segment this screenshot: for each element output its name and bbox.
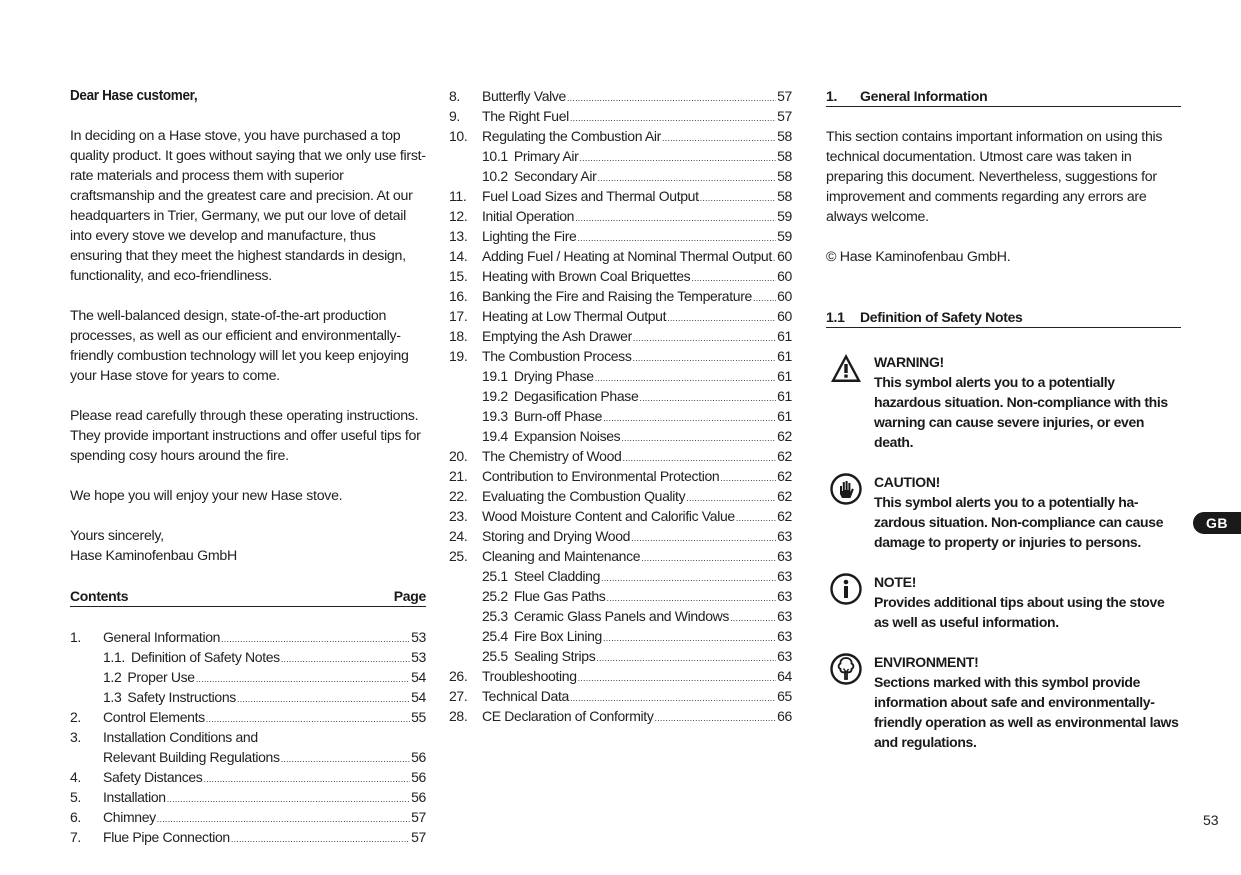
- caution-note: [826, 472, 1181, 552]
- toc-entry: [449, 346, 792, 366]
- salutation: Dear Hase customer,: [70, 88, 198, 104]
- note-text: Provides additional tips about using the stove as well as useful information.: [874, 594, 1165, 630]
- toc-entry-label: The Right Fuel: [482, 108, 569, 124]
- toc-column: [449, 86, 792, 726]
- toc-entry-label: Drying Phase: [513, 368, 594, 384]
- toc-entry-number: 27.: [449, 688, 468, 704]
- toc-leader-dots: [639, 391, 776, 405]
- toc-entry: [70, 707, 426, 727]
- toc-entry-number: 21.: [449, 468, 468, 484]
- toc-entry-page: 61: [777, 388, 792, 404]
- toc-subentry-number: 1.3: [103, 689, 122, 705]
- toc-leader-dots: [691, 271, 776, 285]
- toc-subentry-number: 19.3: [482, 408, 508, 424]
- toc-entry-label: The Combustion Process: [482, 348, 632, 364]
- toc-leader-dots: [237, 692, 410, 706]
- toc-subentry-number: 10.1: [482, 148, 508, 164]
- toc-entry: [449, 246, 792, 266]
- toc-leader-dots: [578, 671, 776, 685]
- toc-leader-dots: [700, 191, 776, 205]
- toc-subentry-number: 25.1: [482, 568, 508, 584]
- toc-entry-page: 55: [411, 709, 426, 725]
- toc-entry-label: Proper Use: [127, 669, 195, 685]
- toc-entry-page: 60: [777, 308, 792, 324]
- toc-leader-dots: [221, 632, 410, 646]
- toc-entry-label: Safety Instructions: [127, 689, 236, 705]
- toc-entry: [449, 186, 792, 206]
- toc-entry: [449, 606, 792, 626]
- toc-entry: [449, 426, 792, 446]
- toc-entry: [70, 827, 426, 847]
- toc-entry-page: 61: [777, 368, 792, 384]
- toc-entry-label: Safety Distances: [103, 769, 203, 785]
- toc-leader-dots: [641, 551, 776, 565]
- toc-entry: [449, 506, 792, 526]
- toc-entry: [449, 706, 792, 726]
- toc-entry-page: 57: [411, 829, 426, 845]
- toc-entry-page: 66: [777, 708, 792, 724]
- toc-entry: [70, 767, 426, 787]
- contents-header: [70, 586, 426, 607]
- toc-entry-label: Flue Pipe Connection: [103, 829, 230, 845]
- toc-entry-label: Expansion Noises: [513, 428, 621, 444]
- toc-entry: [449, 666, 792, 686]
- info-column: [826, 86, 1181, 772]
- general-info-heading: [826, 86, 1181, 107]
- toc-entry-label: Heating with Brown Coal Briquettes: [482, 268, 691, 284]
- toc-leader-dots: [206, 712, 410, 726]
- toc-entry: [449, 266, 792, 286]
- toc-leader-dots: [579, 151, 776, 165]
- letter-column: [70, 86, 426, 847]
- toc-entry-label: Control Elements: [103, 709, 205, 725]
- toc-leader-dots: [157, 812, 410, 826]
- toc-entry: [449, 466, 792, 486]
- toc-leader-dots: [597, 171, 776, 185]
- toc-entry-label: Primary Air: [513, 148, 579, 164]
- toc-entry-label: Installation: [103, 789, 166, 805]
- toc-entry-page: 61: [777, 328, 792, 344]
- tree-environment-icon: [829, 652, 863, 686]
- toc-entry: [449, 486, 792, 506]
- toc-entry-number: 1.: [70, 629, 81, 645]
- toc-leader-dots: [632, 351, 776, 365]
- toc-entry-number: 12.: [449, 208, 468, 224]
- toc-entry: [449, 206, 792, 226]
- toc-entry: [449, 286, 792, 306]
- toc-entry: [449, 366, 792, 386]
- toc-leader-dots: [567, 91, 776, 105]
- toc-entry-number: 28.: [449, 708, 468, 724]
- toc-leader-dots: [667, 311, 776, 325]
- toc-entry-label: Lighting the Fire: [482, 228, 577, 244]
- toc-entry: [70, 647, 426, 667]
- toc-entry-label: Banking the Fire and Raising the Temperature: [482, 288, 752, 304]
- toc-leader-dots: [686, 491, 776, 505]
- toc-leader-dots: [577, 231, 776, 245]
- toc-entry-number: 14.: [449, 248, 468, 264]
- toc-leader-dots: [622, 451, 776, 465]
- toc-entry-number: 3.: [70, 729, 81, 745]
- toc-entry-page: 63: [777, 608, 792, 624]
- toc-entry: [70, 627, 426, 647]
- toc-subentry-number: 25.3: [482, 608, 508, 624]
- general-info-text: This section contains important information on using this technical documentation. Utmost care was taken in preparing this document. Nevertheless, suggestions for improvement and comments regarding any errors are always welcome.: [826, 129, 1163, 225]
- toc-subentry-number: 19.1: [482, 368, 508, 384]
- toc-leader-dots: [655, 711, 777, 725]
- toc-entry-page: 61: [777, 408, 792, 424]
- toc-leader-dots: [203, 772, 410, 786]
- toc-entry-page: 60: [777, 248, 792, 264]
- toc-leader-dots: [633, 331, 776, 345]
- toc-entry-page: 57: [777, 108, 792, 124]
- toc-leader-dots: [662, 131, 776, 145]
- toc-entry-page: 58: [777, 148, 792, 164]
- toc-entry-label: Initial Operation: [482, 208, 575, 224]
- toc-entry-number: 10.: [449, 128, 468, 144]
- toc-entry-label: General Information: [103, 629, 221, 645]
- toc-leader-dots: [773, 251, 776, 265]
- toc-entry-page: 60: [777, 268, 792, 284]
- toc-entry: [449, 106, 792, 126]
- letter-paragraph-2: The well-balanced design, state-of-the-art production processes, as well as our efficient and environmentally-friendly combustion technology will let you keep enjoying your Hase stove for years to come.: [70, 308, 409, 384]
- toc-entry-page: 63: [777, 588, 792, 604]
- toc-entry-page: 54: [411, 689, 426, 705]
- toc-entry-page: 59: [777, 208, 792, 224]
- toc-subentry-number: 10.2: [482, 168, 508, 184]
- warning-note: [826, 352, 1181, 452]
- toc-entry-page: 57: [411, 809, 426, 825]
- toc-entry-page: 63: [777, 628, 792, 644]
- toc-entry-label: Regulating the Combustion Air: [482, 128, 661, 144]
- toc-leader-dots: [196, 672, 410, 686]
- toc-entry-page: 60: [777, 288, 792, 304]
- language-tab: GB: [1193, 512, 1241, 534]
- warning-text: This symbol alerts you to a potentially hazardous situation. Non-compliance with this warning can cause severe injuries, or even death.: [874, 374, 1168, 450]
- toc-entry: [449, 686, 792, 706]
- toc-entry-label: Secondary Air: [513, 168, 597, 184]
- toc-entry-label: Flue Gas Paths: [513, 588, 606, 604]
- letter-closing: Yours sincerely,: [70, 528, 164, 544]
- general-info-number: 1.: [826, 88, 838, 104]
- safety-notes-heading: [826, 307, 1181, 328]
- toc-entry-label: Technical Data: [482, 688, 569, 704]
- toc-leader-dots: [753, 291, 776, 305]
- toc-entry-number: 7.: [70, 829, 81, 845]
- note-note: [826, 572, 1181, 632]
- toc-entry: [70, 787, 426, 807]
- toc-entry-number: 6.: [70, 809, 81, 825]
- toc-entry-number: 18.: [449, 328, 468, 344]
- toc-entry-number: 11.: [449, 188, 467, 204]
- toc-entry-number: 26.: [449, 668, 468, 684]
- toc-entry-label: Installation Conditions and: [103, 729, 258, 745]
- toc-entry-page: 62: [777, 488, 792, 504]
- toc-subentry-number: 25.2: [482, 588, 508, 604]
- toc-leader-dots: [603, 411, 776, 425]
- toc-entry: [449, 586, 792, 606]
- toc-leader-dots: [575, 211, 776, 225]
- toc-leader-dots: [231, 832, 410, 846]
- toc-leader-dots: [736, 511, 776, 525]
- toc-leader-dots: [167, 792, 410, 806]
- toc-entry: [449, 646, 792, 666]
- toc-leader-dots: [720, 471, 776, 485]
- toc-entry: [449, 146, 792, 166]
- note-title: NOTE!: [874, 574, 917, 590]
- toc-entry-number: 17.: [449, 308, 468, 324]
- toc-subentry-number: 19.2: [482, 388, 508, 404]
- toc-entry-number: 13.: [449, 228, 468, 244]
- toc-entry-label: Fuel Load Sizes and Thermal Output: [482, 188, 699, 204]
- toc-entry-label: Butterfly Valve: [482, 88, 566, 104]
- toc-entry-label: Emptying the Ash Drawer: [482, 328, 632, 344]
- toc-entry-number: 20.: [449, 448, 468, 464]
- toc-entry-label: Fire Box Lining: [513, 628, 602, 644]
- toc-entry-page: 62: [777, 508, 792, 524]
- caution-hand-icon: [829, 472, 863, 506]
- caution-title: CAUTION!: [874, 474, 941, 490]
- toc-leader-dots: [596, 651, 776, 665]
- contents-page-label: Page: [393, 588, 426, 604]
- environment-text: Sections marked with this symbol provide information about safe and environmentally-friendly operation as well as environmental laws and regulations.: [874, 674, 1179, 750]
- toc-left-list: [70, 627, 426, 847]
- toc-entry: [449, 326, 792, 346]
- toc-entry-label: Burn-off Phase: [513, 408, 603, 424]
- toc-entry-page: 57: [777, 88, 792, 104]
- toc-entry-page: 64: [777, 668, 792, 684]
- toc-entry-number: 23.: [449, 508, 468, 524]
- toc-entry-page: 61: [777, 348, 792, 364]
- caution-text: This symbol alerts you to a potentially ha-zardous situation. Non-compliance can cause damage to property or injuries to persons.: [874, 494, 1164, 550]
- toc-entry: [449, 86, 792, 106]
- toc-entry-label: Cleaning and Maintenance: [482, 548, 641, 564]
- toc-entry-label: Degasification Phase: [513, 388, 639, 404]
- toc-leader-dots: [621, 431, 776, 445]
- toc-entry: [449, 166, 792, 186]
- toc-entry: [449, 386, 792, 406]
- toc-entry-page: 58: [777, 168, 792, 184]
- toc-entry-label: Contribution to Environmental Protection: [482, 468, 720, 484]
- toc-leader-dots: [281, 752, 410, 766]
- toc-entry-number: 19.: [449, 348, 468, 364]
- letter-paragraph-4: We hope you will enjoy your new Hase stove.: [70, 488, 343, 504]
- toc-entry-number: 8.: [449, 88, 460, 104]
- toc-leader-dots: [631, 531, 776, 545]
- environment-note: [826, 652, 1181, 752]
- toc-leader-dots: [570, 111, 776, 125]
- toc-entry-number: 15.: [449, 268, 468, 284]
- toc-entry: [449, 226, 792, 246]
- toc-entry-page: 54: [411, 669, 426, 685]
- toc-entry-number: 22.: [449, 488, 468, 504]
- toc-entry: [449, 126, 792, 146]
- general-info-title: General Information: [860, 88, 988, 104]
- toc-entry-page: 62: [777, 468, 792, 484]
- warning-title: WARNING!: [874, 354, 944, 370]
- toc-entry-number: 24.: [449, 528, 468, 544]
- contents-title: Contents: [70, 588, 129, 604]
- toc-subentry-number: 25.5: [482, 648, 508, 664]
- toc-entry: [70, 687, 426, 707]
- toc-entry-page: 58: [777, 128, 792, 144]
- toc-entry-page: 62: [777, 448, 792, 464]
- toc-entry-page: 53: [411, 649, 426, 665]
- page-number: 53: [1203, 812, 1219, 828]
- toc-entry-page: 53: [411, 629, 426, 645]
- toc-entry-page: 65: [777, 688, 792, 704]
- toc-entry-page: 63: [777, 648, 792, 664]
- toc-right-list: [449, 86, 792, 726]
- toc-entry-label: The Chemistry of Wood: [482, 448, 622, 464]
- environment-title: ENVIRONMENT!: [874, 654, 979, 670]
- toc-entry-label: CE Declaration of Conformity: [482, 708, 654, 724]
- toc-leader-dots: [601, 571, 776, 585]
- toc-entry-label: Steel Cladding: [513, 568, 601, 584]
- toc-subentry-number: 19.4: [482, 428, 508, 444]
- toc-entry-label: Chimney: [103, 809, 156, 825]
- toc-entry-label: Adding Fuel / Heating at Nominal Thermal Output: [482, 248, 772, 264]
- toc-entry: [449, 306, 792, 326]
- toc-entry-label: Definition of Safety Notes: [130, 649, 280, 665]
- toc-entry-number: 5.: [70, 789, 81, 805]
- toc-entry-number: 9.: [449, 108, 460, 124]
- toc-entry: [449, 566, 792, 586]
- toc-leader-dots: [570, 691, 776, 705]
- copyright: © Hase Kaminofenbau GmbH.: [826, 249, 1011, 265]
- toc-subentry-number: 25.4: [482, 628, 508, 644]
- toc-entry-label: Troubleshooting: [482, 668, 577, 684]
- toc-entry-page: 63: [777, 528, 792, 544]
- safety-notes-title: Definition of Safety Notes: [860, 309, 1023, 325]
- toc-leader-dots: [281, 652, 410, 666]
- toc-entry-page: 56: [411, 749, 426, 765]
- toc-entry: [70, 727, 426, 747]
- toc-entry-number: 4.: [70, 769, 81, 785]
- toc-entry-page: 63: [777, 548, 792, 564]
- toc-entry-label: Heating at Low Thermal Output: [482, 308, 667, 324]
- toc-entry-page: 56: [411, 769, 426, 785]
- toc-leader-dots: [595, 371, 776, 385]
- letter-paragraph-1: In deciding on a Hase stove, you have purchased a top quality product. It goes without saying that we only use first-rate materials and process them with superior craftsmanship and the greatest care and precision. At our headquarters in Trier, Germany, we put our love of detail into every stove we develop and manufacture, thus ensuring that they meet the highest standards in design, functionality, and eco-friendliness.: [70, 128, 426, 284]
- info-icon: [829, 572, 863, 606]
- toc-entry-page: 58: [777, 188, 792, 204]
- toc-entry-page: 63: [777, 568, 792, 584]
- toc-entry-number: 16.: [449, 288, 468, 304]
- toc-entry-page: 56: [411, 789, 426, 805]
- toc-entry-label: Ceramic Glass Panels and Windows: [513, 608, 730, 624]
- toc-subentry-number: 1.1.: [103, 649, 125, 665]
- toc-entry-label: Sealing Strips: [513, 648, 596, 664]
- toc-entry: [449, 446, 792, 466]
- toc-entry-label: Storing and Drying Wood: [482, 528, 631, 544]
- toc-leader-dots: [730, 611, 776, 625]
- toc-entry-page: 59: [777, 228, 792, 244]
- toc-leader-dots: [606, 591, 776, 605]
- toc-entry-number: 2.: [70, 709, 81, 725]
- toc-entry: [449, 546, 792, 566]
- toc-entry-label: Evaluating the Combustion Quality: [482, 488, 686, 504]
- toc-entry: [449, 626, 792, 646]
- toc-subentry-number: 1.2: [103, 669, 122, 685]
- warning-triangle-icon: [829, 352, 863, 386]
- toc-entry: [449, 526, 792, 546]
- letter-paragraph-3: Please read carefully through these operating instructions. They provide important instructions and offer useful tips for spending cosy hours around the fire.: [70, 408, 421, 464]
- toc-leader-dots: [603, 631, 776, 645]
- toc-entry: [70, 667, 426, 687]
- toc-entry: [70, 807, 426, 827]
- toc-entry: [70, 747, 426, 767]
- toc-entry-page: 62: [777, 428, 792, 444]
- letter-signature: Hase Kaminofenbau GmbH: [70, 548, 237, 564]
- toc-entry-number: 25.: [449, 548, 468, 564]
- safety-notes-number: 1.1: [826, 309, 845, 325]
- toc-entry: [449, 406, 792, 426]
- toc-entry-label: Wood Moisture Content and Calorific Value: [482, 508, 735, 524]
- toc-entry-label: Relevant Building Regulations: [103, 749, 280, 765]
